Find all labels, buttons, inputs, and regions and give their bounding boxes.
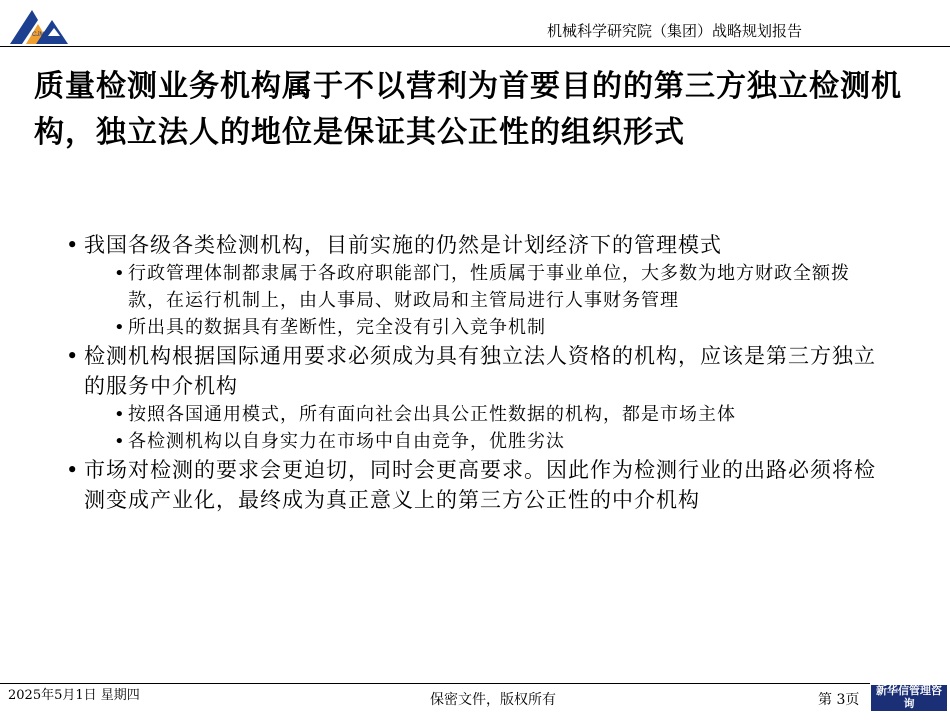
bullet-icon: • — [66, 458, 80, 482]
bullet-list — [64, 230, 884, 515]
bullet-icon: • — [114, 263, 126, 284]
page-number: 第 3页 — [818, 692, 860, 708]
list-item-text: 检测机构根据国际通用要求必须成为具有独立法人资格的机构，应该是第三方独立的服务中介机构 — [84, 344, 876, 398]
list-item-text: 所出具的数据具有垄断性，完全没有引入竞争机制 — [128, 317, 546, 338]
bullet-icon: • — [114, 431, 126, 452]
list-item-text: 市场对检测的要求会更迫切，同时会更高要求。因此作为检测行业的出路必须将检测变成产业化，最终成为真正意义上的第三方公正性的中介机构 — [84, 458, 876, 512]
header-divider — [0, 46, 950, 47]
brand-name-cn: 新华信管理咨询 — [876, 685, 942, 710]
list-item — [64, 341, 884, 401]
bullet-icon: • — [114, 404, 126, 425]
list-item — [64, 428, 884, 455]
report-title: 机械科学研究院（集团）战略规划报告 — [546, 22, 802, 40]
list-item — [64, 230, 884, 260]
list-item-text: 按照各国通用模式，所有面向社会出具公正性数据的机构，都是市场主体 — [128, 404, 736, 425]
list-item — [64, 314, 884, 341]
bullet-icon: • — [66, 344, 80, 368]
brand-name-en: SINOTRUST — [873, 711, 944, 721]
bullet-icon: • — [66, 233, 80, 257]
footer-divider — [0, 683, 870, 684]
list-item-text: 行政管理体制都隶属于各政府职能部门，性质属于事业单位，大多数为地方财政全额拨款，在运行机制上，由人事局、财政局和主管局进行人事财务管理 — [128, 263, 850, 311]
list-item-text: 我国各级各类检测机构，目前实施的仍然是计划经济下的管理模式 — [84, 233, 722, 257]
company-logo — [8, 6, 70, 46]
logo-mark-icon — [8, 6, 70, 46]
bullet-icon: • — [114, 317, 126, 338]
confidential-notice: 保密文件，版权所有 — [430, 692, 556, 708]
list-item — [64, 260, 884, 314]
list-item-text: 各检测机构以自身实力在市场中自由竞争，优胜劣汰 — [128, 431, 565, 452]
slide-title: 质量检测业务机构属于不以营利为首要目的的第三方独立检测机构，独立法人的地位是保证其公正性的组织形式 — [34, 69, 902, 150]
list-item — [64, 401, 884, 428]
footer-date: 2025年5月1日 星期四 — [8, 688, 140, 703]
brand-logo — [871, 685, 947, 721]
logo-text: CJM — [32, 32, 45, 38]
list-item — [64, 455, 884, 515]
